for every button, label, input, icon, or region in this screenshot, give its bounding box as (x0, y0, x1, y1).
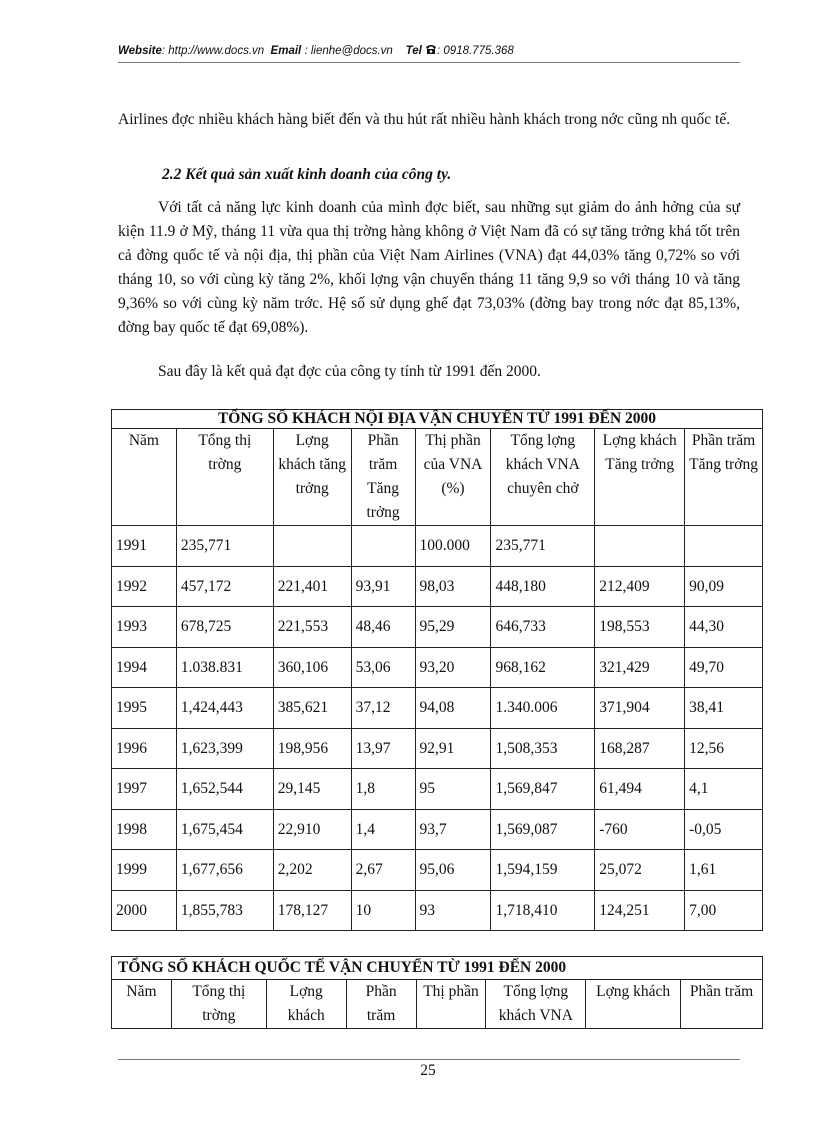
paragraph-3: Sau đây là kết quả đạt đợc của công ty tính từ 1991 đến 2000. (158, 363, 541, 380)
table-cell: -0,05 (685, 809, 763, 850)
table-cell: 198,956 (273, 728, 351, 769)
table-cell: 38,41 (685, 688, 763, 729)
table-cell: 1,424,443 (176, 688, 273, 729)
column-header: Tổng lợng khách VNA chuyên chở (491, 429, 595, 526)
table-cell: 1997 (112, 769, 177, 810)
table-cell: 1996 (112, 728, 177, 769)
column-header: Phần trăm (681, 980, 763, 1029)
table-cell: 1,4 (351, 809, 415, 850)
table-cell: 221,401 (273, 566, 351, 607)
email-label: Email (270, 45, 302, 57)
table-cell: 212,409 (595, 566, 685, 607)
table-cell: 457,172 (176, 566, 273, 607)
column-header: Lợng khách (586, 980, 681, 1029)
table-cell: 98,03 (415, 566, 491, 607)
table-cell: 95,06 (415, 850, 491, 891)
table-cell: 235,771 (491, 526, 595, 567)
table-cell: 1998 (112, 809, 177, 850)
table-cell: 1993 (112, 607, 177, 648)
column-header: Thị phần (416, 980, 486, 1029)
table-cell: 93,20 (415, 647, 491, 688)
domestic-passenger-table (111, 409, 763, 931)
table-cell: 1,61 (685, 850, 763, 891)
table-row (112, 607, 763, 648)
table-cell: 1,855,783 (176, 890, 273, 931)
table-cell: 90,09 (685, 566, 763, 607)
table-cell: 94,08 (415, 688, 491, 729)
table-cell: 1999 (112, 850, 177, 891)
table-cell (273, 526, 351, 567)
table-cell (685, 526, 763, 567)
table-row (112, 728, 763, 769)
paragraph-2: Với tất cả năng lực kinh doanh của mình đợc biết, sau những sụt giảm do ảnh hởng của sự kiện 11.9 ở Mỹ, tháng 11 vừa qua thị trờng hàng không ở Việt Nam đã có sự tăng trởng khá tốt trên cả đờng quốc tế và nội địa, thị phần của Việt Nam Airlines (VNA) đạt 44,03% tăng 0,72% so với tháng 10, so với cùng kỳ tăng 2%, khối lợng vận chuyển tháng 11 tăng 9,9 so với tháng 10 và tăng 9,36% so với cùng kỳ năm trớc. Hệ số sử dụng ghế đạt 73,03% (đờng bay trong nớc đạt 85,13%, đờng bay quốc tế đạt 69,08%). (118, 199, 740, 336)
table-cell: 93,91 (351, 566, 415, 607)
footer-divider (118, 1059, 740, 1060)
table-cell: 53,06 (351, 647, 415, 688)
table-cell: 1,594,159 (491, 850, 595, 891)
table-cell (351, 526, 415, 567)
table-cell: 100.000 (415, 526, 491, 567)
column-header: Tổng thị trờng (171, 980, 266, 1029)
table-cell: 1,569,087 (491, 809, 595, 850)
table-cell: 646,733 (491, 607, 595, 648)
table-cell: 1994 (112, 647, 177, 688)
column-header: Năm (112, 980, 172, 1029)
table-cell: 448,180 (491, 566, 595, 607)
table-cell: 7,00 (685, 890, 763, 931)
section-heading: 2.2 Kết quả sản xuất kinh doanh của công ty. (162, 166, 452, 183)
international-passenger-table (111, 956, 763, 1029)
column-header: Tổng lợng khách VNA (486, 980, 586, 1029)
table-cell: 1995 (112, 688, 177, 729)
table-cell: 25,072 (595, 850, 685, 891)
page-number: 25 (420, 1062, 436, 1079)
table-cell: 968,162 (491, 647, 595, 688)
table-cell: 93 (415, 890, 491, 931)
table-header-row (112, 429, 763, 526)
table-cell: 1.340.006 (491, 688, 595, 729)
table-cell: 95,29 (415, 607, 491, 648)
table-header-row (112, 980, 763, 1029)
phone-icon (425, 44, 437, 58)
table-cell: 168,287 (595, 728, 685, 769)
table-cell: 1,718,410 (491, 890, 595, 931)
table-title: TỔNG SỐ KHÁCH QUỐC TẾ VẬN CHUYỂN TỪ 1991 ĐẾN 2000 (112, 957, 763, 980)
table-cell: 1,623,399 (176, 728, 273, 769)
table-cell: 360,106 (273, 647, 351, 688)
table-cell: 678,725 (176, 607, 273, 648)
table-cell: 49,70 (685, 647, 763, 688)
table-cell: 1,569,847 (491, 769, 595, 810)
column-header: Phần trăm (346, 980, 416, 1029)
table-row (112, 526, 763, 567)
table-cell: 12,56 (685, 728, 763, 769)
header-divider (118, 62, 740, 63)
table-cell: 1.038.831 (176, 647, 273, 688)
table-cell: 371,904 (595, 688, 685, 729)
email-value: : lienhe@docs.vn (304, 45, 393, 57)
table-cell: 92,91 (415, 728, 491, 769)
column-header: Lợng khách tăng trởng (273, 429, 351, 526)
table-row (112, 688, 763, 729)
column-header: Phần trăm Tăng trởng (351, 429, 415, 526)
table-cell: 235,771 (176, 526, 273, 567)
table-cell: 198,553 (595, 607, 685, 648)
table-cell: 1,675,454 (176, 809, 273, 850)
table-cell: 1,508,353 (491, 728, 595, 769)
table-cell: 2000 (112, 890, 177, 931)
table-row (112, 850, 763, 891)
table-cell: 13,97 (351, 728, 415, 769)
table-cell: 2,67 (351, 850, 415, 891)
table-cell: 61,494 (595, 769, 685, 810)
table-row (112, 566, 763, 607)
table-cell: 4,1 (685, 769, 763, 810)
table-cell: -760 (595, 809, 685, 850)
column-header: Phần trăm Tăng trởng (685, 429, 763, 526)
tel-value: : 0918.775.368 (437, 45, 514, 57)
website-label: Website (118, 45, 162, 57)
table-cell: 48,46 (351, 607, 415, 648)
page-header (118, 44, 740, 58)
table-cell: 95 (415, 769, 491, 810)
table-row (112, 647, 763, 688)
table-cell: 124,251 (595, 890, 685, 931)
table-cell: 29,145 (273, 769, 351, 810)
table-title: TỔNG SỐ KHÁCH NỘI ĐỊA VẬN CHUYỂN TỪ 1991 ĐẾN 2000 (112, 410, 763, 429)
table-cell: 1,8 (351, 769, 415, 810)
table-cell: 10 (351, 890, 415, 931)
column-header: Lợng khách Tăng trởng (595, 429, 685, 526)
column-header: Lợng khách (266, 980, 346, 1029)
paragraph-1: Airlines đợc nhiều khách hàng biết đến và thu hút rất nhiều hành khách trong nớc cũng nh quốc tế. (118, 111, 731, 128)
website-value: : http://www.docs.vn (161, 45, 265, 57)
table-cell: 321,429 (595, 647, 685, 688)
table-cell: 44,30 (685, 607, 763, 648)
column-header: Năm (112, 429, 177, 526)
table-cell: 1,652,544 (176, 769, 273, 810)
table-cell: 385,621 (273, 688, 351, 729)
column-header: Thị phần của VNA (%) (415, 429, 491, 526)
table-row (112, 769, 763, 810)
table-cell: 1992 (112, 566, 177, 607)
table-cell: 221,553 (273, 607, 351, 648)
table-cell: 178,127 (273, 890, 351, 931)
table-row (112, 809, 763, 850)
column-header: Tổng thị trờng (176, 429, 273, 526)
table-cell (595, 526, 685, 567)
table-row (112, 890, 763, 931)
table-cell: 22,910 (273, 809, 351, 850)
table-cell: 1991 (112, 526, 177, 567)
table-cell: 1,677,656 (176, 850, 273, 891)
tel-label: Tel (405, 45, 422, 57)
table-cell: 37,12 (351, 688, 415, 729)
table-cell: 2,202 (273, 850, 351, 891)
table-cell: 93,7 (415, 809, 491, 850)
